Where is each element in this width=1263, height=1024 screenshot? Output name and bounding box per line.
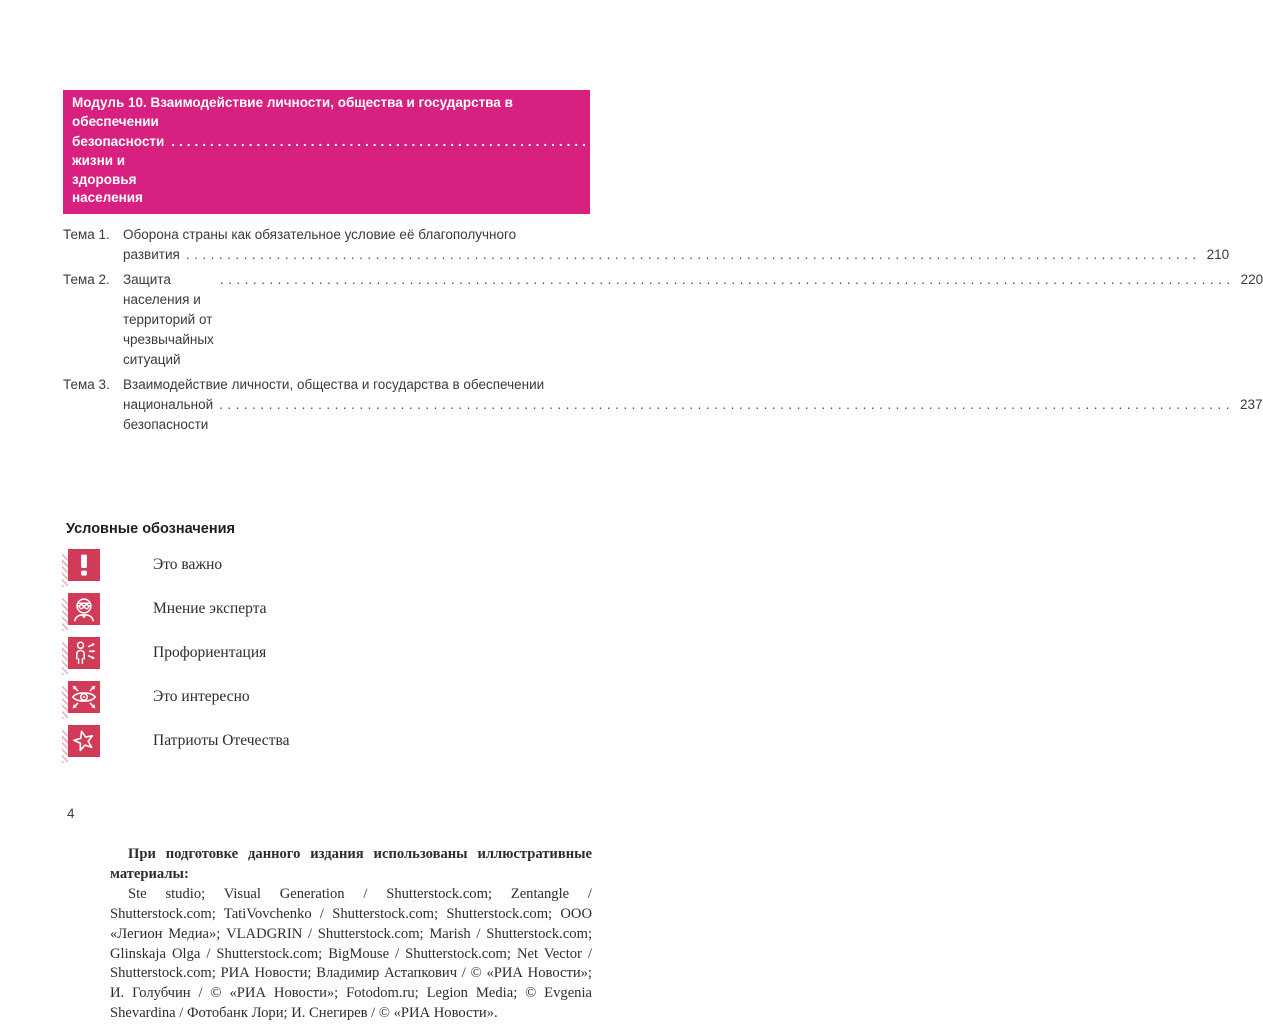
legend-item-label: Это важно	[153, 556, 223, 574]
expert-face-icon	[68, 593, 100, 625]
dot-leader	[171, 133, 1124, 152]
toc-entry-tema-2	[63, 270, 1263, 370]
toc-entry-label: Тема 3.	[63, 377, 110, 393]
person-arrows-icon	[68, 637, 100, 669]
dot-leader	[186, 245, 1201, 265]
legend-item-label: Профориентация	[153, 644, 267, 662]
legend-item-label: Мнение эксперта	[153, 600, 267, 618]
toc-list	[63, 225, 1263, 435]
toc-entry-tema-3	[63, 375, 1263, 435]
credits-body: Ste studio; Visual Generation / Shutterstock.com; Zentangle / Shutterstock.com; TatiVovchenko / Shutterstock.com; Shutterstock.com; ООО «Легион Медиа»; VLADGRIN / Shutterstock.com; Marish / Shutterstock.com; Glinskaja Olga / Shutterstock.com; BigMouse / Shutterstock.com; Net Vector / Shutterstock.com; РИА Новости; Владимир Астапкович / © «РИА Новости»; И. Голубчин / © «РИА Новости»; Fotodom.ru; Legion Media; © Evgenia Shevardina / Фотобанк Лори; И. Снегирев / © «РИА Новости».	[110, 886, 592, 1022]
toc-entry-text: Взаимодействие личности, общества и государства в обеспечении	[123, 377, 545, 393]
toc-entry-text: национальной безопасности	[123, 397, 214, 433]
credits-section	[110, 845, 592, 1024]
page-number: 4	[67, 806, 75, 821]
legend-item-patriots	[66, 725, 590, 757]
legend-section	[66, 521, 590, 757]
page-content	[63, 90, 1263, 1024]
module-title-line2: безопасности жизни и здоровья населения	[72, 133, 165, 206]
credits-intro: При подготовке данного издания использованы иллюстративные материалы:	[110, 846, 592, 883]
module-page-number: 209	[1132, 132, 1156, 149]
legend-item-label: Патриоты Отечества	[153, 732, 290, 750]
dot-leader	[219, 395, 1234, 415]
module-header	[63, 90, 1156, 214]
legend-item-interesting	[66, 681, 590, 713]
toc-entry-label: Тема 1.	[63, 227, 110, 243]
toc-entry-tema-1	[63, 225, 1230, 265]
eye-icon	[68, 681, 100, 713]
legend-item-expert	[66, 593, 590, 625]
exclamation-icon	[68, 549, 100, 581]
module-title-line1: Модуль 10. Взаимодействие личности, общества и государства в обеспечении	[72, 95, 513, 129]
legend-title: Условные обозначения	[66, 521, 235, 538]
legend-item-important	[66, 549, 590, 581]
toc-entry-label: Тема 2.	[63, 272, 110, 288]
legend-item-label: Это интересно	[153, 688, 250, 706]
toc-entry-text: Защита населения и территорий от чрезвычайных ситуаций	[123, 272, 214, 368]
star-icon	[68, 725, 100, 757]
dot-leader	[220, 270, 1235, 290]
toc-entry-page-number: 220	[1240, 272, 1263, 288]
toc-entry-text: развития	[123, 247, 180, 263]
toc-entry-page-number: 210	[1206, 247, 1230, 263]
toc-entry-text: Оборона страны как обязательное условие её благополучного	[123, 227, 517, 243]
toc-entry-page-number: 237	[1239, 397, 1263, 413]
legend-item-career	[66, 637, 590, 669]
